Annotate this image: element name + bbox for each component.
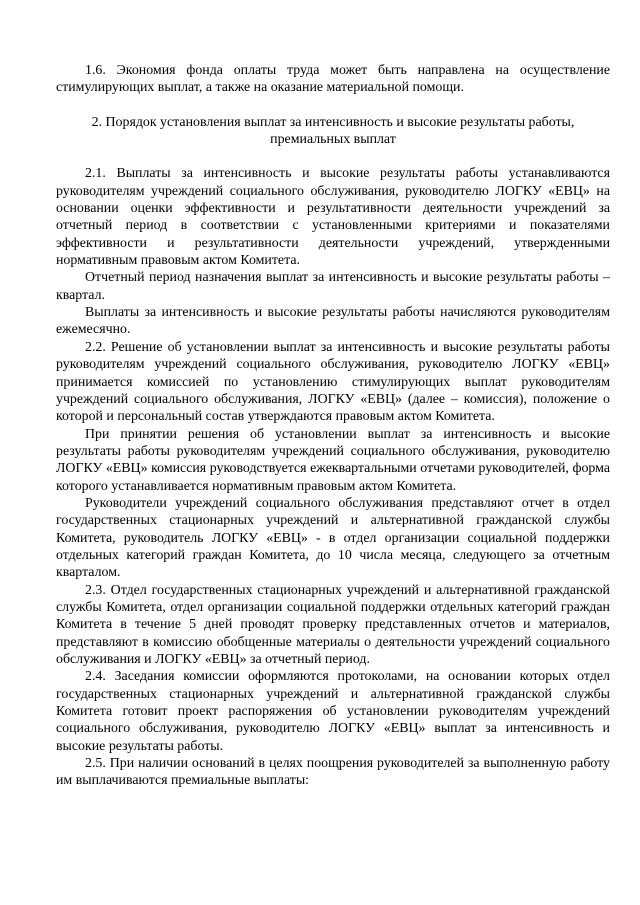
paragraph-2-1: 2.1. Выплаты за интенсивность и высокие результаты работы устанавливаются руководителям учреждений социального обслуживания, руководителю ЛОГКУ «ЕВЦ» на основании оценки эффективности и результативности деятельности учреждений за отчетный период в соответствии с установленными критериями и показателями эффективности и результативности деятельности учреждений, утвержденными нормативным правовым актом Комитета. <box>56 166 610 269</box>
paragraph-2-2: 2.2. Решение об установлении выплат за интенсивность и высокие результаты работы руководителям учреждений социального обслуживания, руководителю ЛОГКУ «ЕВЦ» принимается комиссией по установлению стимулирующих выплат руководителям учреждений социального обслуживания, ЛОГКУ «ЕВЦ» (далее – комиссия), положение о которой и персональный состав утверждаются правовым актом Комитета. <box>56 339 610 425</box>
paragraph-2-3: 2.3. Отдел государственных стационарных учреждений и альтернативной гражданской службы Комитета, отдел организации социальной поддержки отдельных категорий граждан Комитета в течение 5 дней проводят проверку представленных отчетов и материалов, представляют в комиссию обобщенные материалы о деятельности учреждений социального обслуживания и ЛОГКУ «ЕВЦ» за отчетный период. <box>56 582 610 667</box>
section-2-heading: 2. Порядок установления выплат за интенсивность и высокие результаты работы, премиальных выплат <box>91 114 575 148</box>
paragraph-reporting-period: Отчетный период назначения выплат за интенсивность и высокие результаты работы – квартал. <box>56 270 610 303</box>
document-body <box>56 62 610 790</box>
paragraph-1-6: 1.6. Экономия фонда оплаты труда может быть направлена на осуществление стимулирующих выплат, а также на оказание материальной помощи. <box>56 63 610 96</box>
paragraph-monthly-accrual: Выплаты за интенсивность и высокие результаты работы начисляются руководителям ежемесячно. <box>56 305 610 338</box>
paragraph-2-5: 2.5. При наличии оснований в целях поощрения руководителей за выполненную работу им выплачиваются премиальные выплаты: <box>56 756 610 789</box>
paragraph-report-submission: Руководители учреждений социального обслуживания представляют отчет в отдел государственных стационарных учреждений и альтернативной гражданской службы Комитета, руководитель ЛОГКУ «ЕВЦ» - в отдел организации социальной поддержки отдельных категорий граждан Комитета, до 10 числа месяца, следующего за отчетным кварталом. <box>56 495 610 581</box>
paragraph-decision-reports: При принятии решения об установлении выплат за интенсивность и высокие результаты работы руководителям учреждений социального обслуживания, руководителю ЛОГКУ «ЕВЦ» комиссия руководствуется ежеквартальными отчетами руководителей, форма которого устанавливается нормативным правовым актом Комитета. <box>56 426 610 494</box>
paragraph-2-4: 2.4. Заседания комиссии оформляются протоколами, на основании которых отдел государственных стационарных учреждений и альтернативной гражданской службы Комитета готовит проект распоряжения об установлении руководителям учреждений социального обслуживания, руководителю ЛОГКУ «ЕВЦ» выплат за интенсивность и высокие результаты работы. <box>56 669 610 754</box>
